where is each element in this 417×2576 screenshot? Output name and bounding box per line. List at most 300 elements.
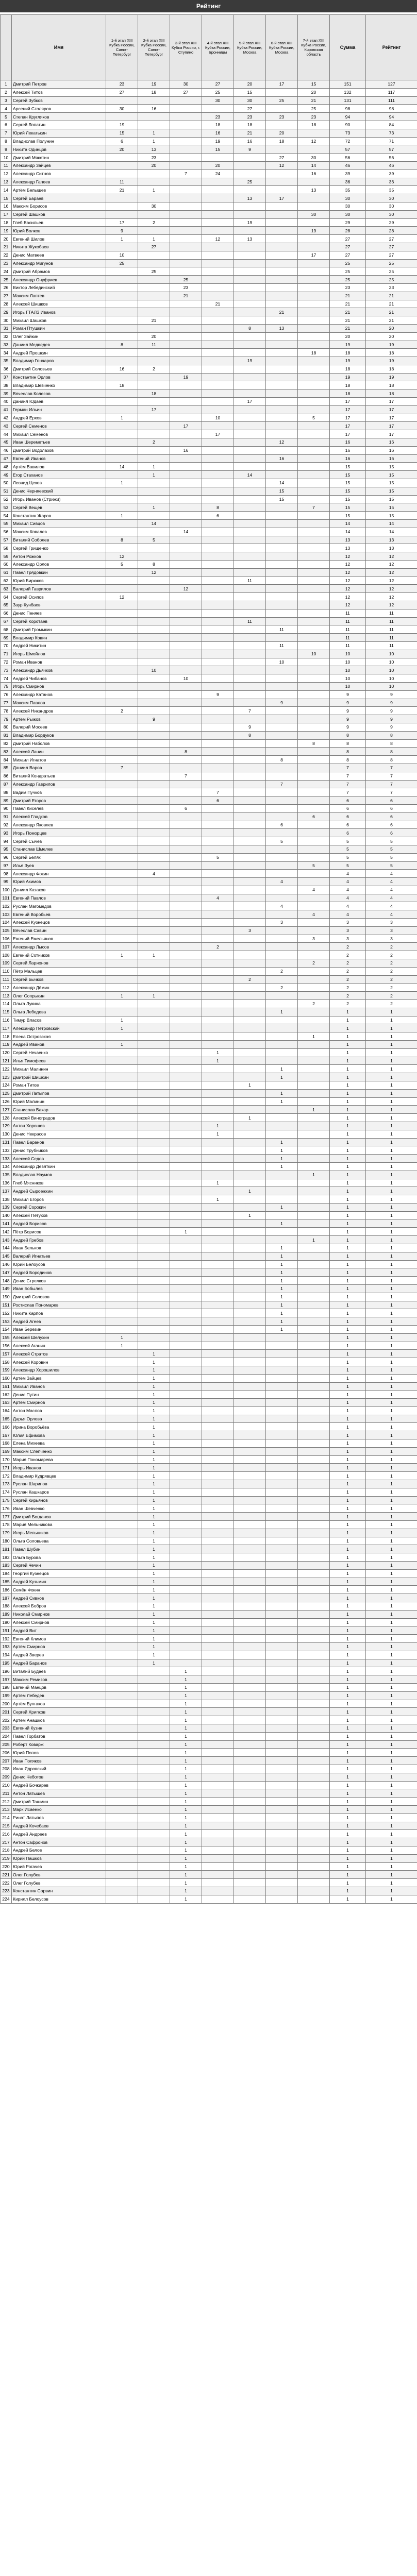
cell-stage-7: 25	[298, 105, 330, 113]
cell-name: Андрей Кочебаев	[12, 1822, 106, 1830]
cell-stage-2: 1	[138, 1635, 170, 1643]
cell-stage-7	[298, 276, 330, 284]
cell-stage-6: 2	[266, 984, 298, 992]
table-row	[1, 105, 417, 113]
cell-name: Евгений Климов	[12, 1635, 106, 1643]
cell-stage-5	[234, 1513, 266, 1521]
table-row	[1, 267, 417, 276]
cell-stage-5	[234, 601, 266, 609]
cell-num: 42	[1, 414, 12, 422]
table-row	[1, 1106, 417, 1114]
table-row	[1, 593, 417, 601]
cell-name: Сергей Шашков	[12, 210, 106, 218]
table-row	[1, 1814, 417, 1822]
table-row	[1, 1610, 417, 1618]
cell-stage-7	[298, 1073, 330, 1081]
table-row	[1, 1366, 417, 1374]
cell-stage-7	[298, 438, 330, 447]
cell-name: Никита Одинцов	[12, 145, 106, 154]
cell-stage-3	[170, 1130, 202, 1138]
cell-num: 89	[1, 796, 12, 805]
cell-stage-3	[170, 1391, 202, 1399]
cell-stage-7	[298, 1155, 330, 1163]
cell-stage-5	[234, 1683, 266, 1691]
cell-rating: 12	[366, 561, 417, 569]
cell-stage-5	[234, 1716, 266, 1724]
cell-stage-2	[138, 96, 170, 105]
cell-stage-5	[234, 910, 266, 919]
cell-stage-4	[202, 935, 234, 943]
cell-stage-5	[234, 666, 266, 674]
cell-stage-4	[202, 1805, 234, 1814]
cell-sum: 16	[330, 446, 366, 454]
cell-num: 53	[1, 503, 12, 512]
cell-name: Алексей Кузнецов	[12, 919, 106, 927]
cell-stage-2: 2	[138, 438, 170, 447]
cell-stage-6	[266, 528, 298, 536]
cell-stage-6: 12	[266, 161, 298, 170]
cell-num: 193	[1, 1643, 12, 1651]
cell-stage-3	[170, 1659, 202, 1667]
cell-name: Пётр Борисов	[12, 1228, 106, 1236]
cell-stage-1	[106, 1081, 138, 1090]
cell-stage-3: 1	[170, 1838, 202, 1846]
cell-stage-6	[266, 1366, 298, 1374]
cell-stage-7	[298, 1553, 330, 1562]
cell-sum: 1	[330, 1480, 366, 1488]
cell-rating: 7	[366, 764, 417, 772]
cell-stage-1	[106, 1203, 138, 1211]
cell-stage-3: 1	[170, 1691, 202, 1700]
cell-stage-3	[170, 389, 202, 398]
cell-stage-5	[234, 1521, 266, 1529]
header-num	[1, 15, 12, 80]
cell-stage-2	[138, 577, 170, 585]
cell-stage-4	[202, 1187, 234, 1195]
cell-num: 94	[1, 837, 12, 845]
cell-stage-2	[138, 821, 170, 829]
cell-stage-5	[234, 430, 266, 438]
cell-stage-4	[202, 1635, 234, 1643]
cell-rating: 1	[366, 1708, 417, 1716]
cell-rating: 14	[366, 520, 417, 528]
cell-rating: 11	[366, 617, 417, 625]
cell-stage-5	[234, 186, 266, 194]
cell-stage-6: 1	[266, 1260, 298, 1268]
cell-stage-2	[138, 634, 170, 642]
cell-stage-1	[106, 1399, 138, 1407]
cell-rating: 28	[366, 227, 417, 235]
cell-num: 49	[1, 471, 12, 479]
cell-stage-3: 21	[170, 292, 202, 300]
cell-stage-5	[234, 227, 266, 235]
cell-stage-4	[202, 1097, 234, 1106]
table-row	[1, 235, 417, 243]
cell-stage-5	[234, 764, 266, 772]
cell-num: 173	[1, 1480, 12, 1488]
cell-stage-7: 13	[298, 186, 330, 194]
cell-stage-1	[106, 170, 138, 178]
cell-name: Артём Зайцев	[12, 1374, 106, 1382]
cell-rating: 1	[366, 1162, 417, 1171]
cell-stage-5	[234, 919, 266, 927]
cell-stage-5	[234, 935, 266, 943]
cell-stage-2	[138, 739, 170, 748]
cell-stage-3	[170, 634, 202, 642]
cell-stage-4	[202, 1789, 234, 1798]
cell-rating: 12	[366, 577, 417, 585]
cell-stage-5	[234, 812, 266, 821]
cell-name: Юрий Акимов	[12, 878, 106, 886]
table-row	[1, 1293, 417, 1301]
cell-stage-4	[202, 601, 234, 609]
cell-stage-1	[106, 1106, 138, 1114]
cell-num: 117	[1, 1024, 12, 1032]
cell-stage-7	[298, 1244, 330, 1252]
cell-stage-2	[138, 617, 170, 625]
cell-stage-5: 11	[234, 617, 266, 625]
cell-stage-4	[202, 1708, 234, 1716]
cell-stage-5	[234, 1724, 266, 1732]
cell-stage-1	[106, 528, 138, 536]
cell-sum: 25	[330, 259, 366, 267]
cell-stage-1: 27	[106, 88, 138, 96]
table-row	[1, 88, 417, 96]
cell-stage-3	[170, 316, 202, 325]
cell-stage-6	[266, 1504, 298, 1513]
cell-stage-4	[202, 658, 234, 666]
cell-stage-5: 8	[234, 731, 266, 739]
cell-name: Дмитрий Громыкин	[12, 625, 106, 634]
cell-stage-2	[138, 1830, 170, 1838]
table-row	[1, 154, 417, 162]
cell-stage-6: 10	[266, 658, 298, 666]
cell-num: 103	[1, 910, 12, 919]
table-row	[1, 96, 417, 105]
cell-stage-4	[202, 837, 234, 845]
table-row	[1, 1789, 417, 1798]
cell-sum: 1	[330, 1252, 366, 1260]
cell-name: Александр Ситнов	[12, 170, 106, 178]
cell-stage-7	[298, 365, 330, 373]
cell-stage-3	[170, 1187, 202, 1195]
cell-stage-5	[234, 1284, 266, 1293]
cell-name: Олег Сопрыкин	[12, 992, 106, 1000]
cell-stage-4	[202, 1732, 234, 1740]
cell-rating: 6	[366, 804, 417, 812]
cell-stage-6	[266, 1041, 298, 1049]
table-row	[1, 1716, 417, 1724]
cell-rating: 1	[366, 1374, 417, 1382]
cell-stage-5	[234, 1708, 266, 1716]
cell-rating: 1	[366, 1626, 417, 1635]
cell-stage-3	[170, 658, 202, 666]
cell-sum: 10	[330, 682, 366, 690]
cell-stage-3: 1	[170, 1740, 202, 1749]
cell-stage-1	[106, 267, 138, 276]
cell-stage-5	[234, 1342, 266, 1350]
table-row	[1, 430, 417, 438]
cell-num: 55	[1, 520, 12, 528]
cell-num: 79	[1, 715, 12, 723]
cell-sum: 1	[330, 1057, 366, 1065]
cell-rating: 98	[366, 105, 417, 113]
cell-stage-2	[138, 886, 170, 894]
cell-name: Сергей Беляк	[12, 853, 106, 861]
cell-stage-6	[266, 544, 298, 552]
cell-rating: 1	[366, 1106, 417, 1114]
cell-stage-5	[234, 992, 266, 1000]
cell-sum: 5	[330, 853, 366, 861]
cell-stage-4	[202, 756, 234, 764]
cell-num: 31	[1, 324, 12, 332]
cell-sum: 1	[330, 1496, 366, 1504]
cell-stage-4	[202, 861, 234, 870]
table-row	[1, 1211, 417, 1219]
cell-name: Михаил Сивцов	[12, 520, 106, 528]
cell-stage-4	[202, 1138, 234, 1146]
cell-stage-7	[298, 1268, 330, 1277]
cell-stage-5	[234, 1586, 266, 1594]
cell-stage-3	[170, 1464, 202, 1472]
cell-rating: 1	[366, 1798, 417, 1806]
cell-stage-1	[106, 1708, 138, 1716]
cell-stage-2: 1	[138, 1374, 170, 1382]
cell-stage-5	[234, 674, 266, 683]
table-row	[1, 218, 417, 227]
cell-stage-3: 1	[170, 1805, 202, 1814]
cell-stage-5	[234, 1219, 266, 1228]
cell-name: Роман Птушкин	[12, 324, 106, 332]
cell-stage-6: 17	[266, 80, 298, 89]
cell-stage-7	[298, 1097, 330, 1106]
cell-stage-6: 27	[266, 154, 298, 162]
cell-stage-3	[170, 178, 202, 186]
cell-rating: 1	[366, 1504, 417, 1513]
cell-num: 45	[1, 438, 12, 447]
cell-rating: 1	[366, 1146, 417, 1155]
cell-stage-1	[106, 1114, 138, 1122]
cell-stage-2: 1	[138, 1455, 170, 1464]
cell-stage-1	[106, 1228, 138, 1236]
cell-stage-3: 1	[170, 1830, 202, 1838]
table-row	[1, 804, 417, 812]
table-row	[1, 283, 417, 292]
cell-rating: 1	[366, 1814, 417, 1822]
cell-name: Андрей Андреев	[12, 1830, 106, 1838]
cell-stage-5	[234, 699, 266, 707]
cell-stage-1	[106, 283, 138, 292]
cell-stage-2: 1	[138, 1521, 170, 1529]
cell-stage-7	[298, 145, 330, 154]
cell-stage-2	[138, 1073, 170, 1081]
cell-rating: 13	[366, 536, 417, 544]
cell-num: 152	[1, 1309, 12, 1317]
cell-num: 114	[1, 1000, 12, 1008]
cell-stage-7	[298, 568, 330, 577]
table-row	[1, 1350, 417, 1358]
table-row	[1, 544, 417, 552]
cell-num: 92	[1, 821, 12, 829]
cell-stage-1	[106, 1138, 138, 1146]
header-name: Имя	[12, 15, 106, 80]
cell-stage-6: 1	[266, 1252, 298, 1260]
cell-sum: 1	[330, 1455, 366, 1464]
cell-stage-5	[234, 1610, 266, 1618]
cell-stage-4	[202, 1480, 234, 1488]
cell-sum: 1	[330, 1643, 366, 1651]
cell-stage-3	[170, 812, 202, 821]
table-row	[1, 788, 417, 796]
cell-num: 149	[1, 1284, 12, 1293]
cell-stage-7	[298, 1895, 330, 1903]
cell-stage-7	[298, 194, 330, 202]
cell-stage-2	[138, 227, 170, 235]
cell-stage-7	[298, 292, 330, 300]
cell-stage-2	[138, 601, 170, 609]
cell-stage-5	[234, 373, 266, 381]
cell-stage-6	[266, 975, 298, 984]
cell-stage-6: 18	[266, 137, 298, 145]
cell-rating: 1	[366, 1048, 417, 1057]
cell-name: Юрий Рогачев	[12, 1862, 106, 1871]
cell-rating: 11	[366, 634, 417, 642]
table-row	[1, 512, 417, 520]
cell-num: 202	[1, 1716, 12, 1724]
cell-stage-2: 1	[138, 1415, 170, 1423]
cell-stage-3	[170, 398, 202, 406]
cell-stage-4	[202, 1553, 234, 1562]
cell-stage-7	[298, 1529, 330, 1537]
table-row	[1, 861, 417, 870]
cell-stage-3	[170, 601, 202, 609]
cell-num: 220	[1, 1862, 12, 1871]
cell-stage-6: 3	[266, 919, 298, 927]
cell-sum: 1	[330, 1065, 366, 1073]
cell-stage-1	[106, 1480, 138, 1488]
table-row	[1, 1146, 417, 1155]
cell-sum: 2	[330, 1000, 366, 1008]
cell-num: 143	[1, 1236, 12, 1244]
cell-stage-5	[234, 1455, 266, 1464]
cell-sum: 1	[330, 1854, 366, 1862]
cell-sum: 21	[330, 300, 366, 308]
cell-stage-3: 10	[170, 674, 202, 683]
cell-stage-1: 1	[106, 992, 138, 1000]
cell-num: 126	[1, 1097, 12, 1106]
cell-stage-7	[298, 1277, 330, 1285]
cell-num: 101	[1, 894, 12, 902]
cell-stage-7	[298, 1301, 330, 1309]
cell-stage-2	[138, 878, 170, 886]
cell-stage-6	[266, 1724, 298, 1732]
cell-stage-3	[170, 1252, 202, 1260]
cell-stage-2	[138, 1838, 170, 1846]
cell-stage-7	[298, 528, 330, 536]
cell-stage-7	[298, 1691, 330, 1700]
cell-stage-5	[234, 861, 266, 870]
cell-stage-6	[266, 1179, 298, 1187]
cell-stage-5	[234, 1048, 266, 1057]
cell-stage-7	[298, 772, 330, 780]
cell-stage-6: 1	[266, 1203, 298, 1211]
cell-stage-2	[138, 1097, 170, 1106]
cell-stage-6	[266, 1740, 298, 1749]
cell-stage-4: 1	[202, 1179, 234, 1187]
cell-stage-2	[138, 650, 170, 658]
cell-stage-3	[170, 1569, 202, 1578]
cell-stage-3: 1	[170, 1716, 202, 1724]
cell-stage-1	[106, 959, 138, 968]
cell-sum: 1	[330, 1789, 366, 1798]
cell-stage-3	[170, 650, 202, 658]
table-row	[1, 1268, 417, 1277]
cell-stage-5	[234, 1073, 266, 1081]
cell-num: 156	[1, 1342, 12, 1350]
cell-sum: 4	[330, 894, 366, 902]
cell-name: Алексей Ланин	[12, 748, 106, 756]
cell-stage-5	[234, 259, 266, 267]
table-row	[1, 1618, 417, 1626]
cell-stage-1	[106, 503, 138, 512]
cell-rating: 18	[366, 381, 417, 389]
cell-stage-2	[138, 1260, 170, 1268]
table-row	[1, 1260, 417, 1268]
cell-stage-1	[106, 1895, 138, 1903]
cell-sum: 15	[330, 512, 366, 520]
cell-rating: 1	[366, 1097, 417, 1106]
cell-name: Максим Павлов	[12, 699, 106, 707]
cell-name: Валерий Мосеев	[12, 723, 106, 731]
cell-num: 214	[1, 1814, 12, 1822]
cell-stage-3	[170, 1138, 202, 1146]
cell-num: 159	[1, 1366, 12, 1374]
cell-rating: 1	[366, 1862, 417, 1871]
cell-stage-5	[234, 641, 266, 650]
cell-num: 182	[1, 1553, 12, 1562]
table-row	[1, 561, 417, 569]
cell-stage-3	[170, 1024, 202, 1032]
cell-stage-3	[170, 365, 202, 373]
cell-stage-4	[202, 1293, 234, 1301]
cell-num: 29	[1, 308, 12, 316]
cell-sum: 1	[330, 1211, 366, 1219]
cell-rating: 1	[366, 1724, 417, 1732]
cell-stage-6	[266, 1846, 298, 1854]
cell-stage-6	[266, 1781, 298, 1789]
cell-num: 3	[1, 96, 12, 105]
cell-sum: 6	[330, 796, 366, 805]
cell-stage-4	[202, 105, 234, 113]
cell-stage-1	[106, 1057, 138, 1065]
cell-num: 188	[1, 1602, 12, 1611]
cell-num: 64	[1, 593, 12, 601]
cell-num: 154	[1, 1325, 12, 1333]
cell-stage-4	[202, 1586, 234, 1594]
cell-sum: 131	[330, 96, 366, 105]
cell-stage-1	[106, 1602, 138, 1611]
cell-num: 56	[1, 528, 12, 536]
cell-stage-2: 23	[138, 154, 170, 162]
table-row	[1, 1081, 417, 1090]
cell-num: 199	[1, 1691, 12, 1700]
cell-sum: 19	[330, 373, 366, 381]
cell-name: Егор Стаханов	[12, 471, 106, 479]
cell-stage-7	[298, 617, 330, 625]
cell-stage-1	[106, 1667, 138, 1675]
cell-stage-5	[234, 1480, 266, 1488]
cell-sum: 13	[330, 536, 366, 544]
